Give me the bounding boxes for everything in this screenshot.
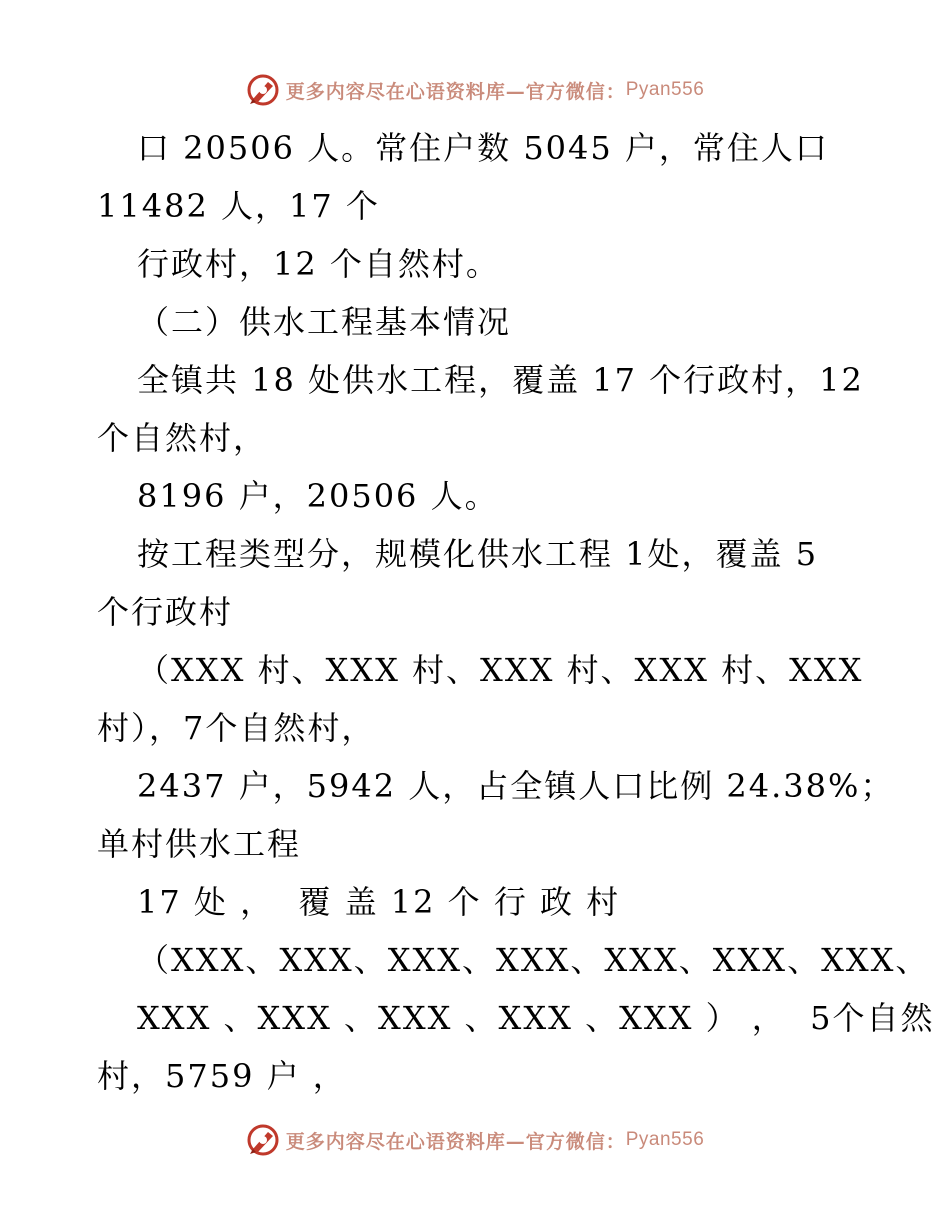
pen-logo-icon <box>246 1123 280 1157</box>
paragraph-line: 17 处 ， 覆 盖 12 个 行 政 村 <box>137 883 621 921</box>
header-banner <box>0 70 950 110</box>
paragraph-line: 2437 户，5942 人，占全镇人口比例 24.38%； <box>137 767 895 805</box>
paragraph-line: 行政村，12 个自然村。 <box>137 245 500 283</box>
paragraph-line: 口 20506 人。常住户数 5045 户，常住人口 <box>137 129 829 167</box>
paragraph-line: 11482 人，17 个 <box>97 187 380 225</box>
banner-wechat-id: Pyan556 <box>625 79 705 100</box>
paragraph-line: 单村供水工程 <box>97 825 302 863</box>
pen-logo-icon <box>246 73 280 107</box>
banner-text: 更多内容尽在心语资料库—官方微信： <box>285 80 626 103</box>
paragraph-line: 按工程类型分，规模化供水工程 1处，覆盖 5 <box>137 535 819 573</box>
paragraph-line: 8196 户，20506 人。 <box>137 477 499 515</box>
paragraph-line: （XXX 村、XXX 村、XXX 村、XXX 村、XXX <box>137 651 864 689</box>
paragraph-line: 全镇共 18 处供水工程，覆盖 17 个行政村，12 <box>137 361 864 399</box>
footer-banner <box>0 1120 950 1160</box>
banner-wechat-id: Pyan556 <box>625 1129 705 1150</box>
paragraph-line: XXX 、XXX 、XXX 、XXX 、XXX ） ， 5个自然 <box>137 999 935 1037</box>
paragraph-line: 村，5759 户 ， <box>97 1057 347 1095</box>
paragraph-line: 个行政村 <box>97 593 234 631</box>
paragraph-line: （XXX、XXX、XXX、XXX、XXX、XXX、XXX、 <box>137 941 930 979</box>
section-heading: （二）供水工程基本情况 <box>137 303 512 341</box>
paragraph-line: 个自然村， <box>97 419 268 457</box>
paragraph-line: 村），7个自然村， <box>97 709 376 747</box>
banner-text: 更多内容尽在心语资料库—官方微信： <box>285 1130 626 1153</box>
